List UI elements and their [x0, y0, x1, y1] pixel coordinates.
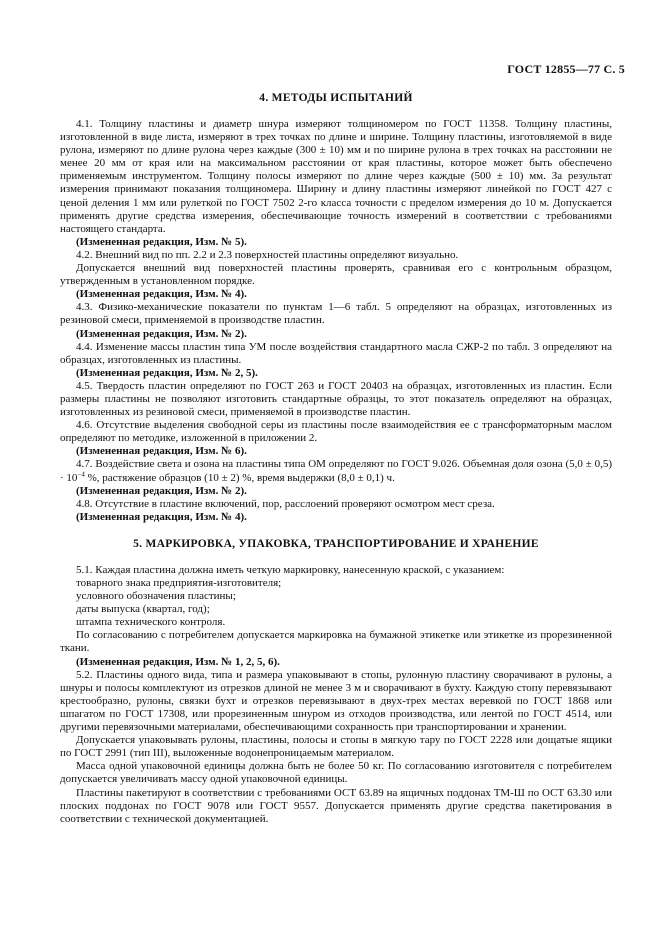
paragraph-4-5: 4.5. Твердость пластин определяют по ГОСТ 263 и ГОСТ 20403 на образцах, изготовленных из пластин. Если размеры пластины не позволяют изготовить стандартные образцы, то этот показатель определяют на образцах, изготовленных из резиновой смеси, применяемой в производстве пластин.	[60, 379, 612, 419]
paragraph-4-6: 4.6. Отсутствие выделения свободной серы из пластины после взаимодействия ее с трансформаторным маслом определяют по методике, изложенной в приложении 2.	[60, 419, 612, 445]
paragraph-5-2-mass: Масса одной упаковочной единицы должна быть не более 50 кг. По согласованию изготовителя с потребителем допускается увеличивать массу одной упаковочной единицы.	[60, 760, 612, 786]
running-header: ГОСТ 12855—77 С. 5	[507, 62, 625, 76]
marking-item: товарного знака предприятия-изготовителя;	[76, 577, 282, 589]
amendment-note: (Измененная редакция, Изм. № 2, 5).	[76, 366, 258, 379]
marking-item: штампа технического контроля.	[76, 616, 226, 629]
amendment-note: (Измененная редакция, Изм. № 4).	[76, 510, 247, 523]
paragraph-5-1: 5.1. Каждая пластина должна иметь четкую маркировку, нанесенную краской, с указанием:	[76, 563, 505, 576]
paragraph-4-7	[60, 458, 612, 484]
marking-item: условного обозначения пластины;	[76, 590, 236, 603]
paragraph-4-7-text-b: %, растяжение образцов (10 ± 2) %, время выдержки (8,0 ± 0,1) ч.	[84, 471, 395, 484]
exponent: −4	[77, 469, 85, 478]
marking-item: даты выпуска (квартал, год);	[76, 603, 210, 616]
section-5-title: 5. МАРКИРОВКА, УПАКОВКА, ТРАНСПОРТИРОВАНИЕ И ХРАНЕНИЕ	[133, 537, 539, 550]
paragraph-5-1-note: По согласованию с потребителем допускается маркировка на бумажной этикетке или этикетке из прорезиненной ткани.	[60, 629, 612, 655]
paragraph-4-2-note: Допускается внешний вид поверхностей пластины проверять, сравнивая его с контрольным образцом, утвержденным в установленном порядке.	[60, 262, 612, 288]
paragraph-4-1: 4.1. Толщину пластины и диаметр шнура измеряют толщиномером по ГОСТ 11358. Толщину пластины, изготовленной в виде листа, измеряют в трех точках по длине и ширине. Толщину пластины, изготовляемой в виде рулона, измеряют по длине рулона через каждые (300 ± 10) мм и по ширине рулона в трех точках на расстоянии не менее 20 мм от края или на максимальном расстоянии от края пластины, которое может быть обеспечено применяемым инструментом. Толщину полосы измеряют по длине через каждые (500 ± 10) мм. За результат измерения принимают показания толщиномера. Ширину и длину пластины измеряют линейкой по ГОСТ 427 с ценой деления 1 мм или рулеткой по ГОСТ 7502 2-го класса точности с пределом измерения до 10 м. Допускается применять другие средства измерения, обеспечивающие точность измерений в соответствии с требованиями настоящего стандарта.	[60, 118, 612, 235]
section-4-title: 4. МЕТОДЫ ИСПЫТАНИЙ	[259, 92, 413, 104]
amendment-note: (Измененная редакция, Изм. № 6).	[76, 445, 247, 458]
paragraph-4-7-text-a: 4.7. Воздействие света и озона на пластины типа ОМ определяют по ГОСТ 9.026. Объемная доля озона (5,0 ± 0,5) · 10	[60, 458, 612, 484]
amendment-note: (Измененная редакция, Изм. № 4).	[76, 288, 247, 301]
amendment-note: (Измененная редакция, Изм. № 2).	[76, 484, 247, 497]
paragraph-4-2: 4.2. Внешний вид по пп. 2.2 и 2.3 поверхностей пластины определяют визуально.	[76, 248, 459, 261]
amendment-note: (Измененная редакция, Изм. № 1, 2, 5, 6).	[76, 655, 280, 668]
paragraph-5-2-palletizing: Пластины пакетируют в соответствии с требованиями ОСТ 63.89 на ящичных поддонах ТМ-Ш по ОСТ 63.30 или плоских поддонах по ГОСТ 9078 или ГОСТ 9557. Допускается применять другие средства пакетирования в соответствии с технической документацией.	[60, 786, 612, 825]
amendment-note: (Измененная редакция, Изм. № 2).	[76, 327, 247, 340]
paragraph-4-8: 4.8. Отсутствие в пластине включений, пор, расслоений проверяют осмотром мест среза.	[76, 497, 495, 510]
document-body	[60, 92, 612, 826]
paragraph-4-3: 4.3. Физико-механические показатели по пунктам 1—6 табл. 5 определяют на образцах, изготовленных из резиновой смеси, применяемой в производстве пластин.	[60, 301, 612, 327]
paragraph-4-4: 4.4. Изменение массы пластин типа УМ после воздействия стандартного масла СЖР-2 по табл. 3 определяют на образцах, изготовленных из пластины.	[60, 340, 612, 366]
amendment-note: (Измененная редакция, Изм. № 5).	[76, 235, 247, 248]
paragraph-5-2: 5.2. Пластины одного вида, типа и размера упаковывают в стопы, рулонную пластину сворачивают в рулоны, а шнуры и полосы комплектуют из отрезков длиной не менее 3 м и сворачивают в бухту. Каждую стопу перевязывают крестообразно, рулоны, связки бухт и отрезков перевязывают в двух-трех местах веревкой по ГОСТ 1868 или шпагатом по ГОСТ 17308, или прорезиненным шнуром из отходов производства, или лентой по ГОСТ 4514, или другими перевязочными материалами, обеспечивающими сохранность при транспортировании и хранении.	[60, 668, 612, 734]
paragraph-5-2-packaging: Допускается упаковывать рулоны, пластины, полосы и стопы в мягкую тару по ГОСТ 2228 или дощатые ящики по ГОСТ 2991 (тип III), выложенные водонепроницаемым материалом.	[60, 734, 612, 760]
